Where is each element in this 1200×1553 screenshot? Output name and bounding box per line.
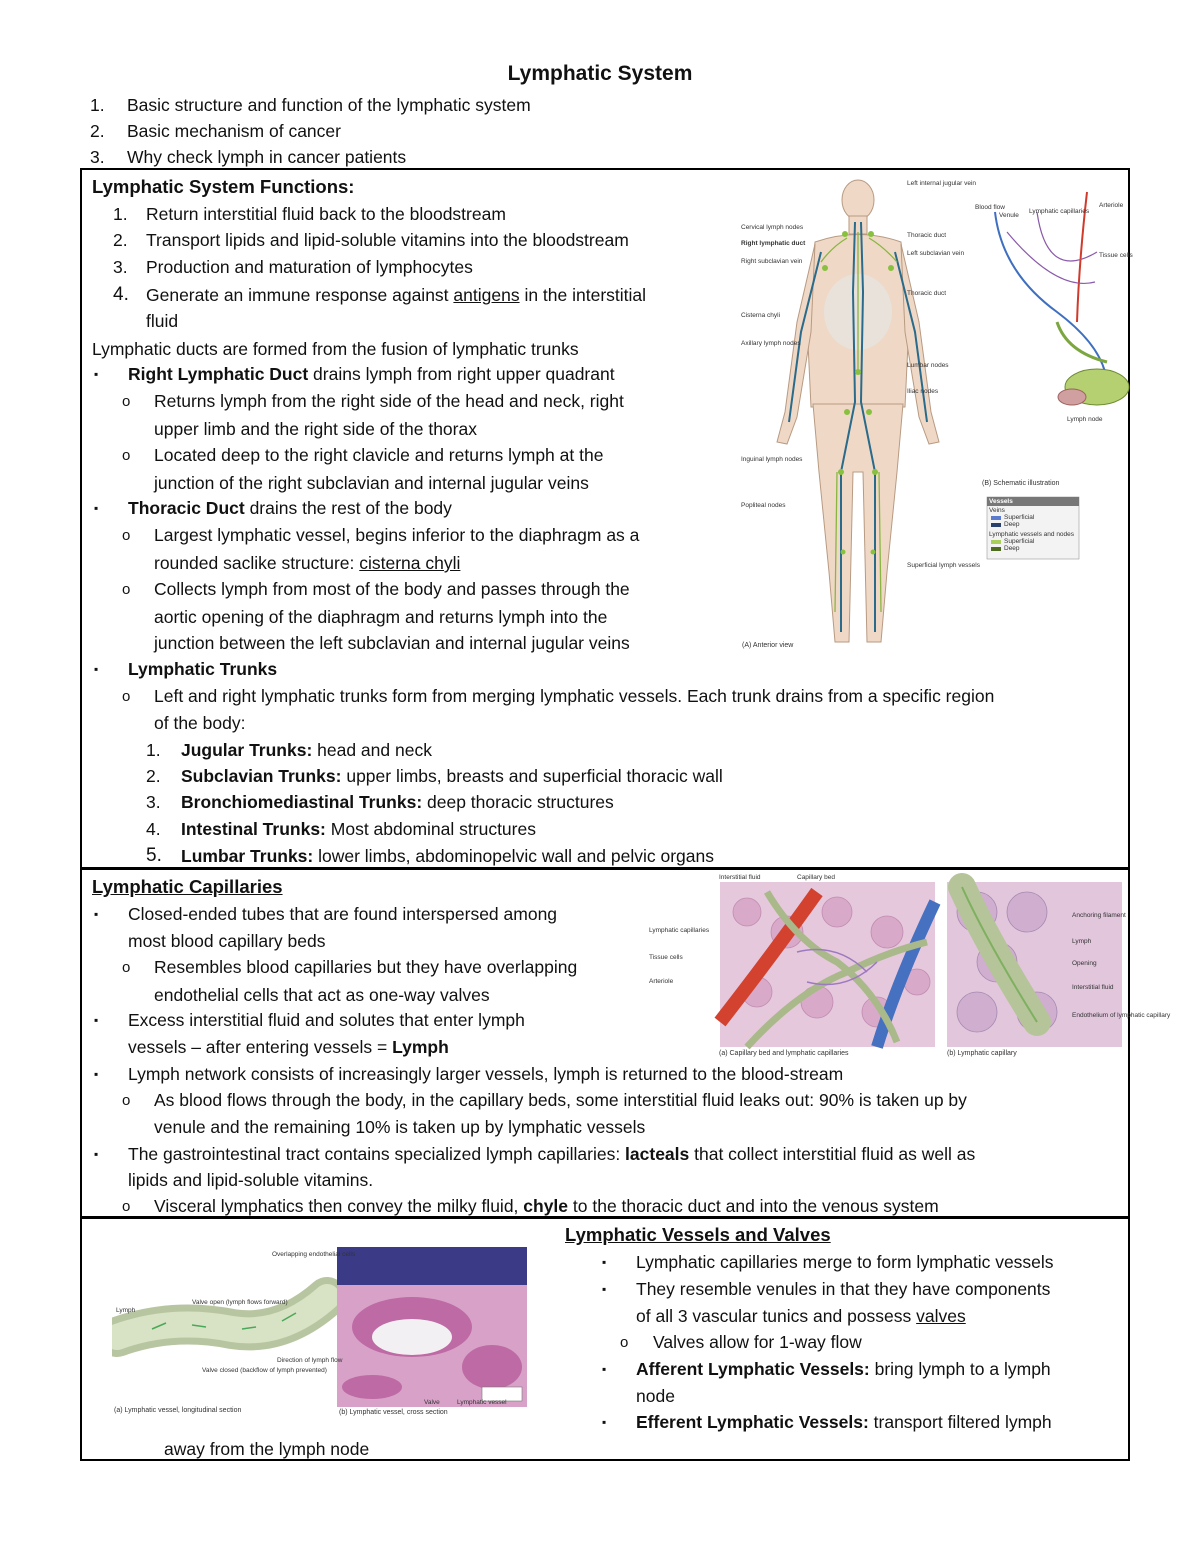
thoracic-duct-sub-cont: aortic opening of the diaphragm and returns lymph into the (154, 607, 608, 627)
capillary-label: Endothelium of lymphatic capillary (1072, 1012, 1171, 1019)
legend-label: Superficial (1004, 538, 1035, 545)
functions-heading: Lymphatic System Functions: (92, 176, 355, 197)
vessels-sub: Valves allow for 1-way flow (653, 1332, 862, 1352)
anatomy-label: Cervical lymph nodes (741, 224, 804, 231)
circle-bullet-icon: o (122, 447, 131, 464)
capillary-label: Anchoring filament (1072, 912, 1126, 919)
trunk-item: Subclavian Trunks: upper limbs, breasts and superficial thoracic wall (181, 766, 723, 786)
figure-caption: (a) Lymphatic vessel, longitudinal section (114, 1407, 242, 1414)
trunk-item: Lumbar Trunks: lower limbs, abdominopelvic wall and pelvic organs (181, 846, 714, 866)
anatomy-label: Lumbar nodes (907, 362, 949, 369)
square-bullet-icon (94, 1061, 98, 1087)
trunks-term: Lymphatic Trunks (128, 659, 278, 679)
figure-caption: (A) Anterior view (742, 642, 794, 649)
figure-caption: (B) Schematic illustration (982, 480, 1060, 487)
anatomy-label: Axillary lymph nodes (741, 340, 801, 347)
function-text: Generate an immune response against antigens in the interstitial (146, 285, 647, 305)
functions-section (80, 168, 1133, 869)
capillaries-sub-cont: venule and the remaining 10% is taken up by lymphatic vessels (154, 1117, 646, 1137)
square-bullet-icon (602, 1249, 606, 1275)
vessels-bullet: They resemble venules in that they have components (636, 1279, 1051, 1299)
figure-caption: (a) Capillary bed and lymphatic capillaries (719, 1050, 849, 1057)
list-item (90, 118, 690, 144)
capillaries-sub: Visceral lymphatics then convey the milky fluid, chyle to the thoracic duct and into the venous system (154, 1196, 939, 1216)
schematic-label: Blood flow (975, 204, 1005, 211)
trunk-number: 5. (146, 845, 162, 866)
square-bullet-icon (94, 1141, 98, 1167)
capillary-label: Tissue cells (649, 954, 683, 961)
capillaries-bullet: Excess interstitial fluid and solutes that enter lymph (128, 1010, 525, 1030)
function-number: 4. (113, 284, 129, 305)
list-item (90, 92, 690, 118)
circle-bullet-icon: o (122, 959, 131, 976)
function-text: Transport lipids and lipid-soluble vitamins into the bloodstream (146, 230, 629, 250)
schematic-label: Lymphatic capillaries (1029, 208, 1090, 215)
schematic-label: Lymph node (1067, 416, 1103, 423)
right-duct-text: Right Lymphatic Duct drains lymph from right upper quadrant (128, 364, 615, 384)
right-duct-sub: Located deep to the right clavicle and returns lymph at the (154, 445, 604, 465)
circle-bullet-icon: o (122, 527, 131, 544)
trunks-sub: Left and right lymphatic trunks form from merging lymphatic vessels. Each trunk drains from a specific region (154, 686, 995, 706)
right-duct-sub-cont: upper limb and the right side of the thorax (154, 419, 477, 439)
function-text: Production and maturation of lymphocytes (146, 257, 473, 277)
circle-bullet-icon: o (620, 1334, 629, 1351)
figure-caption: (b) Lymphatic vessel, cross section (339, 1409, 448, 1416)
legend-label: Lymphatic vessels and nodes (989, 531, 1075, 538)
page-title: Lymphatic System (507, 62, 693, 85)
capillary-label: Interstitial fluid (1072, 984, 1114, 991)
trunk-number: 3. (146, 792, 161, 812)
schematic-label: Venule (999, 212, 1019, 219)
capillary-label: Lymph (1072, 938, 1092, 945)
anatomy-label: Thoracic duct (907, 290, 947, 297)
capillary-label: Capillary bed (797, 874, 835, 881)
vessels-section (80, 1217, 1130, 1461)
vessels-bullet-cont: away from the lymph node (164, 1439, 370, 1459)
item-text: Basic structure and function of the lymphatic system (127, 95, 531, 115)
thoracic-duct-sub: Collects lymph from most of the body and passes through the (154, 579, 630, 599)
antigens-term: antigens (453, 285, 520, 305)
square-bullet-icon (94, 656, 98, 682)
vessels-bullet: Lymphatic capillaries merge to form lymphatic vessels (636, 1252, 1054, 1272)
vessels-bullet-cont: node (636, 1386, 675, 1406)
vessel-label: Lymph (116, 1307, 136, 1314)
capillaries-bullet-cont: lipids and lipid-soluble vitamins. (128, 1170, 374, 1190)
capillaries-bullet: The gastrointestinal tract contains specialized lymph capillaries: lacteals that collect interstitial fluid as well as (128, 1144, 976, 1164)
circle-bullet-icon: o (122, 393, 131, 410)
circle-bullet-icon: o (122, 1198, 131, 1215)
vessels-bullet: Afferent Lymphatic Vessels: bring lymph to a lymph (636, 1359, 1051, 1379)
trunks-sub-cont: of the body: (154, 713, 246, 733)
function-text-cont: fluid (146, 311, 179, 331)
capillaries-heading: Lymphatic Capillaries (92, 876, 283, 897)
vessels-bullet: Efferent Lymphatic Vessels: transport filtered lymph (636, 1412, 1052, 1432)
square-bullet-icon (602, 1409, 606, 1435)
square-bullet-icon (94, 1007, 98, 1033)
anatomy-label: Inguinal lymph nodes (741, 456, 803, 463)
vessel-label: Lymphatic vessel (457, 1399, 507, 1406)
vessel-label: Valve open (lymph flows forward) (192, 1299, 288, 1306)
cisterna-chyli-term: cisterna chyli (359, 553, 461, 573)
capillaries-section (80, 868, 1171, 1218)
anatomy-label: Left internal jugular vein (907, 180, 977, 187)
capillaries-sub: Resembles blood capillaries but they have overlapping (154, 957, 578, 977)
trunk-item: Intestinal Trunks: Most abdominal structures (181, 819, 536, 839)
thoracic-duct-sub-cont: rounded saclike structure: cisterna chyli (154, 553, 461, 573)
capillary-label: Opening (1072, 960, 1097, 967)
vessel-label: Overlapping endothelial cells (272, 1251, 356, 1258)
right-duct-sub: Returns lymph from the right side of the head and neck, right (154, 391, 624, 411)
vessel-label: Valve closed (backflow of lymph prevented) (202, 1367, 327, 1374)
schematic-label: Tissue cells (1099, 252, 1133, 259)
function-number: 1. (113, 204, 128, 224)
anatomy-label: Popliteal nodes (741, 502, 786, 509)
capillary-bed-figure (647, 872, 1171, 1062)
legend-label: Deep (1004, 545, 1020, 552)
capillaries-sub-cont: endothelial cells that act as one-way valves (154, 985, 490, 1005)
function-number: 2. (113, 230, 128, 250)
item-text: Why check lymph in cancer patients (127, 147, 407, 167)
legend-title: Vessels (989, 498, 1013, 505)
anatomy-label: Left subclavian vein (907, 250, 965, 257)
thoracic-duct-sub: Largest lymphatic vessel, begins inferior to the diaphragm as a (154, 525, 640, 545)
capillaries-bullet: Closed-ended tubes that are found interspersed among (128, 904, 558, 924)
anatomy-label: Superficial lymph vessels (907, 562, 980, 569)
capillaries-bullet-cont: most blood capillary beds (128, 931, 326, 951)
anatomy-label: Thoracic duct (907, 232, 947, 239)
list-item (90, 144, 690, 170)
item-number: 3. (90, 147, 105, 167)
trunk-number: 1. (146, 740, 161, 760)
circle-bullet-icon: o (122, 581, 131, 598)
capillaries-bullet-cont: vessels – after entering vessels = Lymph (128, 1037, 449, 1057)
trunk-number: 2. (146, 766, 161, 786)
item-number: 1. (90, 95, 105, 115)
vessels-heading: Lymphatic Vessels and Valves (565, 1224, 831, 1245)
circle-bullet-icon: o (122, 688, 131, 705)
capillary-label: Arteriole (649, 978, 674, 985)
function-number: 3. (113, 257, 128, 277)
vessel-label: Direction of lymph flow (277, 1357, 343, 1364)
capillaries-sub: As blood flows through the body, in the capillary beds, some interstitial fluid leaks out: 90% is taken up by (154, 1090, 967, 1110)
legend-label: Veins (989, 507, 1005, 514)
schematic-label: Arteriole (1099, 202, 1124, 209)
anatomy-label: Right lymphatic duct (741, 240, 806, 247)
trunk-item: Jugular Trunks: head and neck (181, 740, 432, 760)
thoracic-duct-text: Thoracic Duct drains the rest of the body (128, 498, 452, 518)
square-bullet-icon (94, 495, 98, 521)
capillary-label: Interstitial fluid (719, 874, 761, 881)
item-text: Basic mechanism of cancer (127, 121, 341, 141)
anatomy-label: Right subclavian vein (741, 258, 803, 265)
square-bullet-icon (602, 1356, 606, 1382)
thoracic-duct-sub-cont: junction between the left subclavian and internal jugular veins (154, 633, 630, 653)
item-number: 2. (90, 121, 105, 141)
lymphatic-anatomy-figure (737, 172, 1133, 658)
capillary-label: Lymphatic capillaries (649, 927, 710, 934)
trunk-number: 4. (146, 819, 161, 839)
function-text: Return interstitial fluid back to the bloodstream (146, 204, 506, 224)
square-bullet-icon (602, 1276, 606, 1302)
anatomy-label: Cisterna chyli (741, 312, 781, 319)
ducts-intro: Lymphatic ducts are formed from the fusion of lymphatic trunks (92, 339, 579, 359)
right-duct-sub-cont: junction of the right subclavian and internal jugular veins (154, 473, 589, 493)
figure-caption: (b) Lymphatic capillary (947, 1050, 1017, 1057)
capillaries-bullet: Lymph network consists of increasingly larger vessels, lymph is returned to the blood-stream (128, 1064, 844, 1084)
outline-list (90, 92, 690, 170)
vessel-label: Valve (424, 1399, 440, 1406)
legend-label: Deep (1004, 521, 1020, 528)
square-bullet-icon (94, 901, 98, 927)
square-bullet-icon (94, 361, 98, 387)
legend-label: Superficial (1004, 514, 1035, 521)
trunk-item: Bronchiomediastinal Trunks: deep thoracic structures (181, 792, 614, 812)
vessels-bullet-cont: of all 3 vascular tunics and possess valves (636, 1306, 966, 1326)
circle-bullet-icon: o (122, 1092, 131, 1109)
lymphatic-vessel-figure (112, 1237, 532, 1427)
anatomy-label: Iliac nodes (907, 388, 939, 395)
